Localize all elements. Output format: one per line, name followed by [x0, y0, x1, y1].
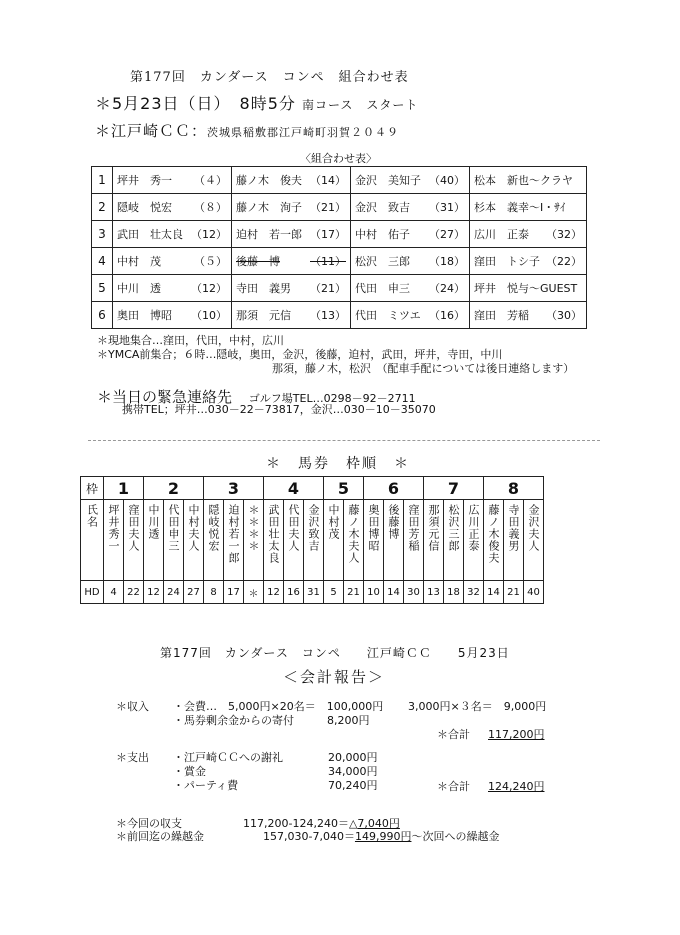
entry-hd: 12	[264, 581, 284, 604]
player-handicap: （11）	[310, 255, 346, 268]
player-handicap: （21）	[310, 282, 346, 295]
player-handicap: （10）	[191, 309, 227, 322]
group-player	[470, 248, 587, 275]
entry-hd: 8	[204, 581, 224, 604]
player-handicap: （27）	[429, 228, 465, 241]
entry-name: 松沢三郎	[444, 500, 464, 581]
player-handicap: （18）	[429, 255, 465, 268]
player-name: 代田 ミツエ	[355, 309, 421, 322]
venue-line	[95, 120, 399, 141]
player-name: 中村 佑子	[355, 228, 410, 241]
group-player	[113, 167, 232, 194]
frame-number: 8	[484, 477, 544, 500]
player-name: 寺田 義男	[236, 282, 291, 295]
income-total: 117,200円	[488, 728, 545, 741]
venue-address: 茨城県稲敷郡江戸崎町羽賀２０４９	[207, 126, 400, 139]
player-name: 松本 新也～クラヤ	[474, 174, 573, 187]
frame-number: 3	[204, 477, 264, 500]
entry-name: 隠岐悦宏	[204, 500, 224, 581]
venue-name: ＊江戸崎ＣＣ：	[95, 122, 208, 140]
expense-total: 124,240円	[488, 780, 545, 793]
note-line-1: ＊現地集合…窪田，代田，中村，広川	[97, 334, 284, 347]
baken-title: ＊ 馬券 枠順 ＊	[266, 456, 410, 472]
player-name: 窪田 トシ子	[474, 255, 540, 268]
group-player	[470, 194, 587, 221]
groups-caption: 〈組合わせ表〉	[300, 152, 377, 165]
player-handicap: （40）	[429, 174, 465, 187]
group-number: 6	[92, 302, 113, 329]
group-row	[92, 167, 587, 194]
entry-name: 代田申三	[164, 500, 184, 581]
group-row	[92, 302, 587, 329]
player-name: 金沢 美知子	[355, 174, 421, 187]
group-player	[351, 221, 470, 248]
entry-hd: 27	[184, 581, 204, 604]
groups-table	[91, 166, 587, 329]
entry-hd: ＊	[244, 581, 264, 604]
entry-hd: 31	[304, 581, 324, 604]
income-baken: ・馬券剰余金からの寄付 8,200円	[173, 714, 370, 727]
entry-hd: 30	[404, 581, 424, 604]
player-name: 代田 申三	[355, 282, 410, 295]
income-fee2: 3,000円×３名＝ 9,000円	[408, 700, 547, 713]
player-handicap: （32）	[546, 228, 582, 241]
entry-name: 藤ノ木俊夫	[484, 500, 504, 581]
player-handicap: （14）	[310, 174, 346, 187]
golf-tel: ゴルフ場TEL…0298－92－2711	[248, 392, 416, 405]
emergency-label: ＊当日の緊急連絡先	[97, 388, 233, 406]
entry-hd: 21	[344, 581, 364, 604]
entry-hd: 40	[524, 581, 544, 604]
expense-total-label: ＊合計	[437, 780, 470, 793]
player-name: 坪井 秀一	[117, 174, 172, 187]
group-number: 5	[92, 275, 113, 302]
income-label: ＊収入	[116, 700, 149, 713]
waku-label: 枠	[81, 477, 104, 500]
group-player	[232, 221, 351, 248]
hd-label: HD	[81, 581, 104, 604]
player-name: 中村 茂	[117, 255, 161, 268]
baken-table	[80, 476, 544, 604]
balance-value: 7,040円	[357, 817, 400, 830]
entry-name: 迫村若一郎	[224, 500, 244, 581]
player-name: 広川 正泰	[474, 228, 529, 241]
entry-name: 代田夫人	[284, 500, 304, 581]
mobile-tel: 携帯TEL；坪井…030－22－73817，金沢…030－10－35070	[122, 403, 436, 416]
player-name: 奥田 博昭	[117, 309, 172, 322]
frame-number: 6	[364, 477, 424, 500]
player-handicap: （21）	[310, 201, 346, 214]
frame-number: 7	[424, 477, 484, 500]
expense-1: ・江戸崎ＣＣへの謝礼	[173, 751, 283, 764]
report-heading: ＜会計報告＞	[283, 668, 386, 686]
entry-hd: 14	[484, 581, 504, 604]
expense-3: ・パーティ費	[173, 779, 239, 792]
player-handicap: （31）	[429, 201, 465, 214]
player-name: 那須 元信	[236, 309, 291, 322]
date-text: ＊5月23日（日） 8時5分	[95, 94, 296, 113]
expense-2: ・賞金	[173, 765, 206, 778]
page-title: 第177回 カンダース コンペ 組合わせ表	[130, 70, 409, 85]
player-name: 隠岐 悦宏	[117, 201, 172, 214]
group-player	[351, 167, 470, 194]
expense-label: ＊支出	[116, 751, 149, 764]
player-handicap: （13）	[310, 309, 346, 322]
group-player	[351, 302, 470, 329]
group-player	[113, 302, 232, 329]
group-player	[470, 221, 587, 248]
entry-name: ＊＊＊＊	[244, 500, 264, 581]
group-number: 2	[92, 194, 113, 221]
income-total-label: ＊合計	[437, 728, 470, 741]
player-handicap: （22）	[546, 255, 582, 268]
course-start: 南コース スタート	[302, 98, 419, 112]
group-row	[92, 275, 587, 302]
player-name: 坪井 悦与～GUEST	[474, 282, 578, 295]
carry-label: ＊前回迄の繰越金	[116, 830, 204, 843]
entry-name: 藤ノ木夫人	[344, 500, 364, 581]
entry-name: 広川正泰	[464, 500, 484, 581]
group-row	[92, 221, 587, 248]
entry-hd: 13	[424, 581, 444, 604]
note-line-2: ＊YMCA前集合；６時…隠岐，奥田，金沢，後藤，迫村，武田，坪井，寺田，中川	[97, 348, 503, 361]
entry-hd: 22	[124, 581, 144, 604]
entry-name: 後藤博	[384, 500, 404, 581]
entry-hd: 21	[504, 581, 524, 604]
frame-number: 4	[264, 477, 324, 500]
divider	[88, 440, 600, 441]
group-player	[232, 275, 351, 302]
group-player	[113, 194, 232, 221]
entry-hd: 12	[144, 581, 164, 604]
entry-name: 那須元信	[424, 500, 444, 581]
player-name: 藤ノ木 俊夫	[236, 174, 302, 187]
player-handicap: （24）	[429, 282, 465, 295]
group-player	[351, 194, 470, 221]
player-name: 金沢 致吉	[355, 201, 410, 214]
entry-name: 金沢夫人	[524, 500, 544, 581]
entry-name: 中村夫人	[184, 500, 204, 581]
entry-name: 寺田義男	[504, 500, 524, 581]
player-handicap: （５）	[194, 255, 227, 268]
player-name: 迫村 若一郎	[236, 228, 302, 241]
frame-number: 2	[144, 477, 204, 500]
entry-name: 窪田夫人	[124, 500, 144, 581]
carry-suffix: ～次回への繰越金	[411, 830, 500, 843]
group-row	[92, 194, 587, 221]
group-row	[92, 248, 587, 275]
group-player	[351, 275, 470, 302]
player-handicap: （８）	[194, 201, 227, 214]
entry-name: 窪田芳稲	[404, 500, 424, 581]
player-handicap: （17）	[310, 228, 346, 241]
entry-hd: 17	[224, 581, 244, 604]
entry-hd: 18	[444, 581, 464, 604]
expense-1-value: 20,000円	[328, 751, 378, 764]
carry-value: 149,990円	[354, 830, 412, 843]
date-line	[95, 91, 418, 114]
expense-3-value: 70,240円	[328, 779, 378, 792]
player-name: 松沢 三郎	[355, 255, 410, 268]
group-player	[232, 302, 351, 329]
group-player	[470, 275, 587, 302]
player-handicap: （４）	[194, 174, 227, 187]
expense-2-value: 34,000円	[328, 765, 378, 778]
group-number: 3	[92, 221, 113, 248]
player-name: 武田 壮太良	[117, 228, 183, 241]
player-name: 藤ノ木 洵子	[236, 201, 302, 214]
entry-hd: 4	[104, 581, 124, 604]
entry-name: 金沢致吉	[304, 500, 324, 581]
balance-calc: 117,200-124,240＝△7,040円	[243, 817, 400, 830]
group-player	[232, 167, 351, 194]
group-player	[113, 275, 232, 302]
player-name: 窪田 芳稲	[474, 309, 529, 322]
entry-hd: 32	[464, 581, 484, 604]
balance-label: ＊今回の収支	[116, 817, 182, 830]
group-number: 1	[92, 167, 113, 194]
player-handicap: （12）	[191, 282, 227, 295]
note-line-3: 那須，藤ノ木，松沢 （配車手配については後日連絡します）	[272, 362, 575, 375]
player-name: 中川 透	[117, 282, 161, 295]
player-handicap: （16）	[429, 309, 465, 322]
entry-name: 中川透	[144, 500, 164, 581]
group-player	[351, 248, 470, 275]
player-handicap: （30）	[546, 309, 582, 322]
carry-calc: 157,030-7,040＝149,990円～次回への繰越金	[263, 830, 500, 843]
entry-hd: 16	[284, 581, 304, 604]
income-fee: ・会費… 5,000円×20名＝ 100,000円	[173, 700, 384, 713]
entry-hd: 24	[164, 581, 184, 604]
name-label: 氏名	[81, 500, 104, 581]
meeting-notes	[97, 334, 574, 376]
entry-name: 坪井秀一	[104, 500, 124, 581]
group-player	[113, 248, 232, 275]
frame-number: 1	[104, 477, 144, 500]
group-player	[113, 221, 232, 248]
group-player	[232, 194, 351, 221]
player-handicap: （12）	[191, 228, 227, 241]
player-name: 後藤 博	[236, 255, 280, 268]
entry-hd: 10	[364, 581, 384, 604]
player-name: 杉本 義幸～I・ｻｲ	[474, 201, 566, 214]
frame-number: 5	[324, 477, 364, 500]
entry-name: 奥田博昭	[364, 500, 384, 581]
entry-name: 武田壮太良	[264, 500, 284, 581]
entry-hd: 14	[384, 581, 404, 604]
entry-name: 中村茂	[324, 500, 344, 581]
group-player	[470, 302, 587, 329]
report-title: 第177回 カンダース コンペ 江戸崎ＣＣ 5月23日	[160, 646, 510, 660]
group-player	[470, 167, 587, 194]
entry-hd: 5	[324, 581, 344, 604]
group-number: 4	[92, 248, 113, 275]
group-player	[232, 248, 351, 275]
